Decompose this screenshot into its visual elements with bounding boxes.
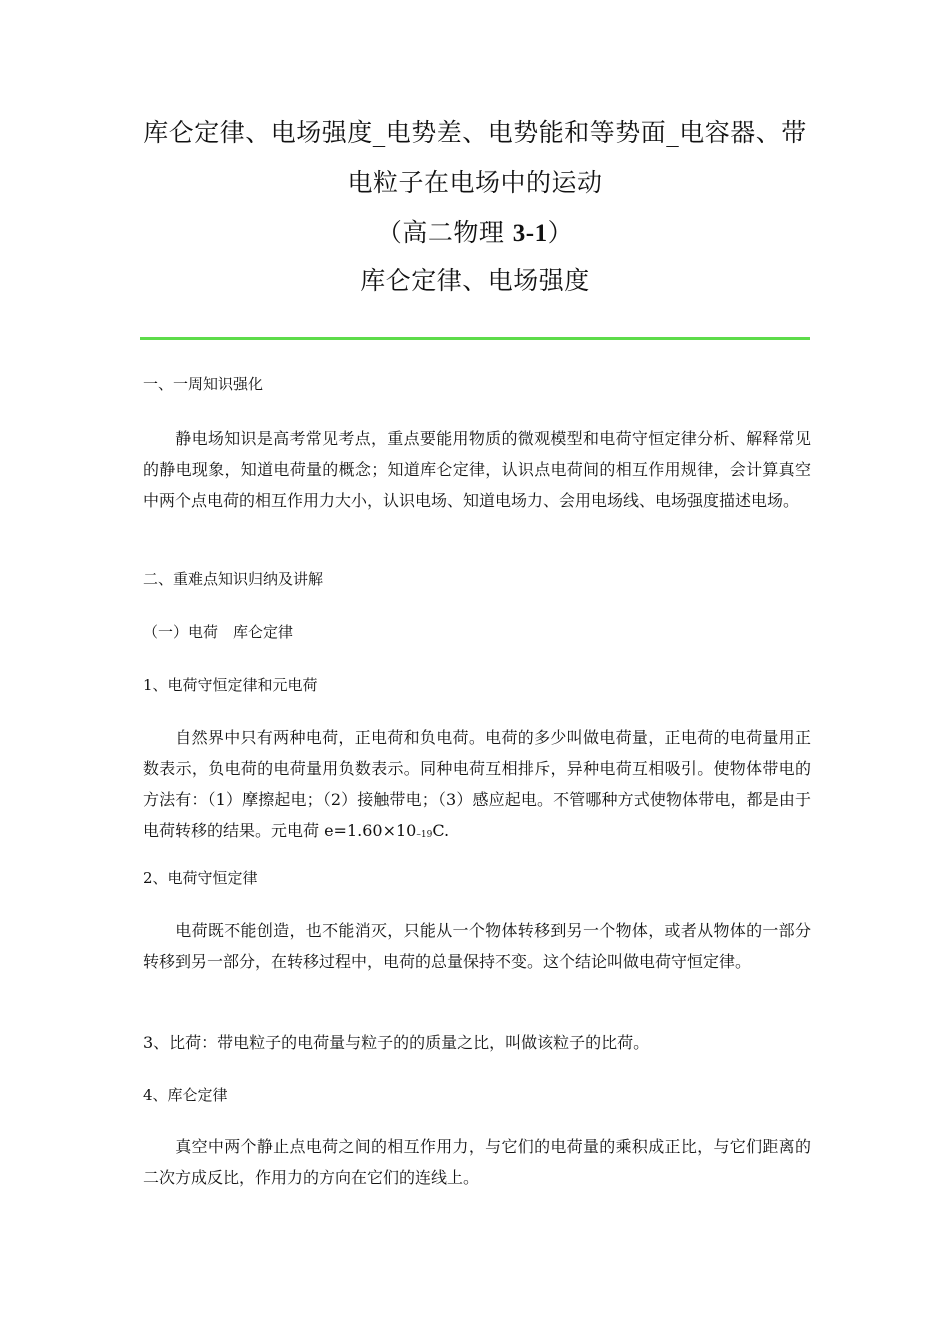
subheading-charge-coulomb: （一）电荷 库仑定律 xyxy=(143,623,294,641)
section-title: 库仑定律、电场强度 xyxy=(360,266,590,295)
paragraph-section-1 xyxy=(143,423,811,516)
paragraph-item-1-text: 自然界中只有两种电荷，正电荷和负电荷。电荷的多少叫做电荷量，正电荷的电荷量用正数表示，负电荷的电荷量用负数表示。同种电荷互相排斥，异种电荷互相吸引。使物体带电的方法有：（1）摩擦起电；（2）接触带电；（3）感应起电。不管哪种方式使物体带电，都是由于电荷转移的结果。元电荷 e=1.60×10 xyxy=(143,728,811,840)
title-line-3-pre: （高二物理 xyxy=(376,218,513,247)
title-line-3-post: ） xyxy=(547,218,574,247)
title-line-2: 电粒子在电场中的运动 xyxy=(347,168,603,197)
paragraph-section-1-text: 静电场知识是高考常见考点，重点要能用物质的微观模型和电荷守恒定律分析、解释常见的静电现象，知道电荷量的概念；知道库仑定律，认识点电荷间的相互作用规律，会计算真空中两个点电荷的相互作用力大小，认识电场、知道电场力、会用电场线、电场强度描述电场。 xyxy=(143,429,811,510)
title-line-3-bold: 3-1 xyxy=(512,220,548,247)
heading-item-2: 2、电荷守恒定律 xyxy=(143,869,258,887)
heading-section-1: 一、一周知识强化 xyxy=(143,375,264,393)
unit-text: C. xyxy=(432,821,450,840)
heading-section-2: 二、重难点知识归纳及讲解 xyxy=(143,570,324,588)
paragraph-item-2 xyxy=(143,915,811,977)
paragraph-item-3: 3、比荷：带电粒子的电荷量与粒子的的质量之比，叫做该粒子的比荷。 xyxy=(143,1033,650,1052)
heading-item-1: 1、电荷守恒定律和元电荷 xyxy=(143,676,318,694)
exponent-text: –19 xyxy=(416,830,433,840)
title-line-3 xyxy=(0,218,950,249)
paragraph-item-4 xyxy=(143,1131,811,1193)
title-line-1: 库仑定律、电场强度_电势差、电势能和等势面_电容器、带 xyxy=(143,118,807,147)
heading-item-4: 4、库仑定律 xyxy=(143,1086,228,1104)
paragraph-item-1 xyxy=(143,722,811,851)
divider-rule xyxy=(140,337,810,340)
paragraph-item-2-text: 电荷既不能创造，也不能消灭，只能从一个物体转移到另一个物体，或者从物体的一部分转移到另一部分，在转移过程中，电荷的总量保持不变。这个结论叫做电荷守恒定律。 xyxy=(143,921,811,971)
paragraph-item-4-text: 真空中两个静止点电荷之间的相互作用力，与它们的电荷量的乘积成正比，与它们距离的二次方成反比，作用力的方向在它们的连线上。 xyxy=(143,1137,811,1187)
